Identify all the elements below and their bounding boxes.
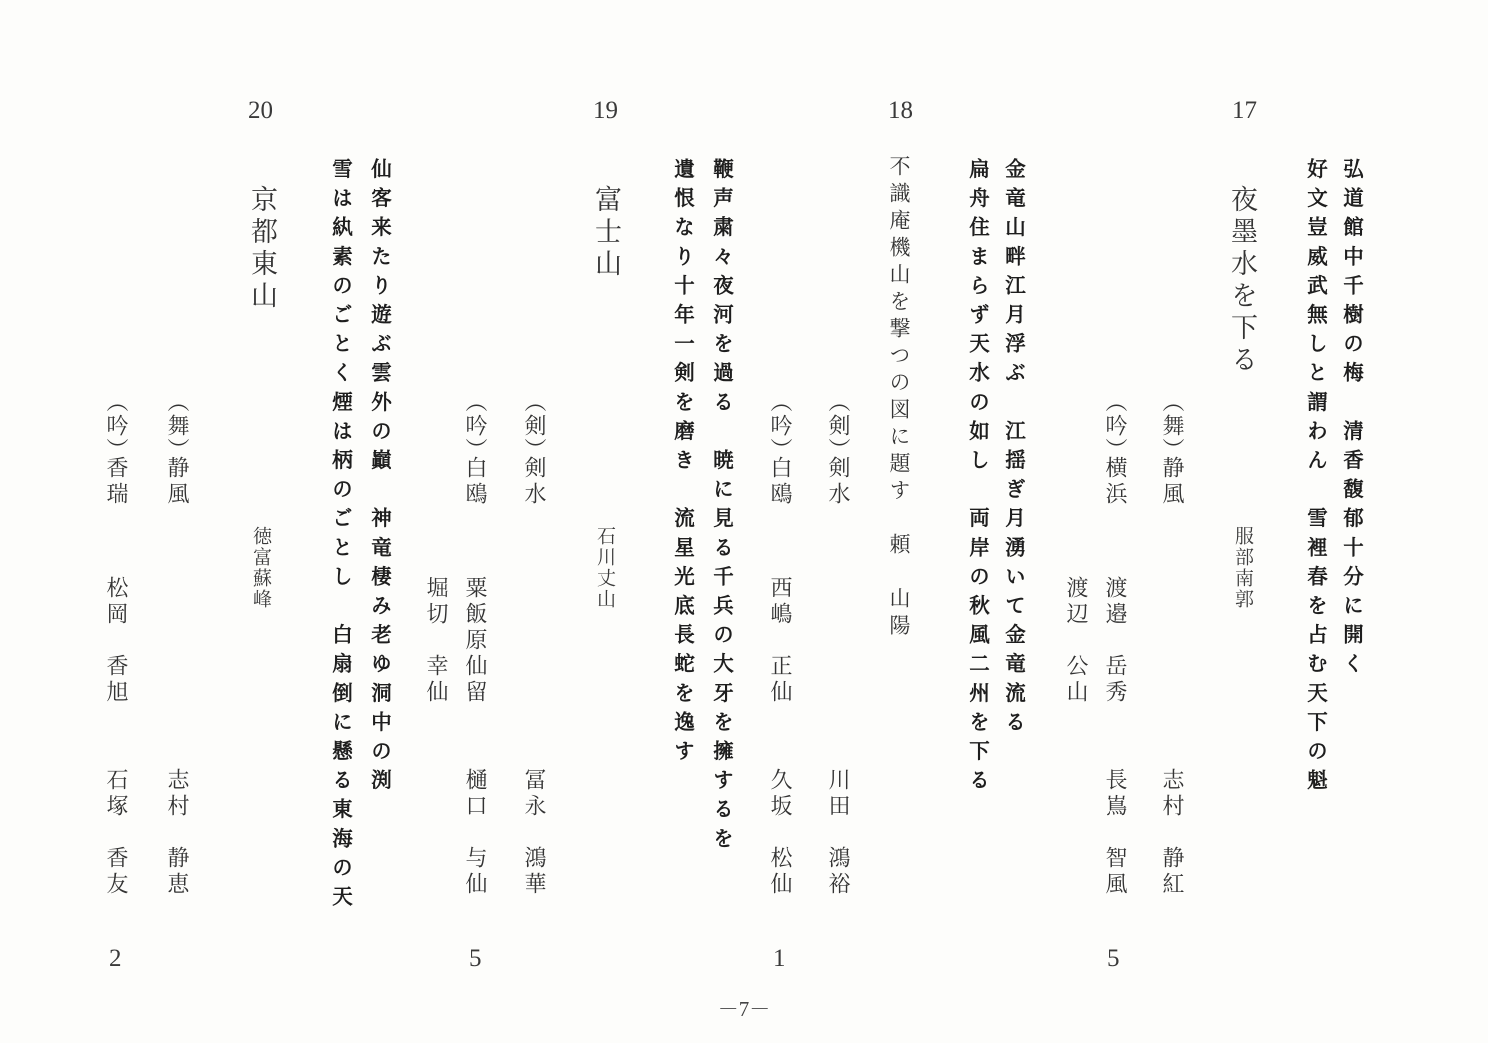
program-20-author: 徳富蘇峰 [250, 526, 272, 610]
program-19-ken-role: （剣） [521, 390, 546, 462]
program-18-ken-performer: 川田 鴻裕 [825, 768, 850, 898]
program-17-gin-performer-2: 長嶌 智風 [1102, 768, 1127, 898]
program-19-ken-performer: 冨永 鴻華 [521, 768, 546, 898]
program-19-gin-role: （吟） [462, 390, 487, 462]
program-17-gin-group: 横浜 [1102, 456, 1127, 508]
program-17-number: 17 [1232, 97, 1257, 124]
program-19-gin-group: 白鴎 [462, 456, 487, 508]
program-17-extra-performer: 渡辺 公山 [1063, 576, 1088, 706]
program-19-author: 石川丈山 [594, 526, 616, 610]
program-18-gin-performer-2: 久坂 松仙 [767, 768, 792, 898]
program-17-author: 服部南郭 [1232, 526, 1254, 610]
program-20-gin-performer-2: 石塚 香友 [103, 768, 128, 898]
program-17-poem-line-2: 好文豈威武無しと謂わん 雪裡春を占む天下の魁 [1303, 158, 1328, 799]
program-20-poem-line-1: 仙客来たり遊ぶ雲外の巓 神竜棲み老ゆ洞中の渕 [367, 158, 392, 799]
program-20-title: 京都東山 [246, 185, 277, 313]
program-19-gin-performer-1: 粟飯原仙留 [462, 576, 487, 706]
program-18-count: 1 [773, 945, 786, 972]
program-18-number: 18 [888, 97, 913, 124]
program-20-gin-performer-1: 松岡 香旭 [103, 576, 128, 706]
program-17-mai-group: 静風 [1159, 456, 1184, 508]
program-17-count: 5 [1107, 945, 1120, 972]
program-17-gin-role: （吟） [1102, 390, 1127, 462]
program-18-gin-group: 白鴎 [767, 456, 792, 508]
program-18-gin-performer-1: 西嶋 正仙 [767, 576, 792, 706]
program-17-gin-performer-1: 渡邉 岳秀 [1102, 576, 1127, 706]
program-18-poem-line-2: 遺恨なり十年一剣を磨き 流星光底長蛇を逸す [670, 158, 695, 770]
program-20-mai-performer: 志村 静恵 [164, 768, 189, 898]
program-17-mai-role: （舞） [1159, 390, 1184, 462]
program-20-count: 2 [109, 945, 122, 972]
program-19-number: 19 [593, 97, 618, 124]
program-20-mai-role: （舞） [164, 390, 189, 462]
program-20-poem-line-2: 雪は紈素のごとく煙は柄のごとし 白扇倒に懸る東海の天 [328, 158, 353, 915]
program-18-gin-role: （吟） [767, 390, 792, 462]
program-18-title: 不識庵機山を撃つの図に題す 頼 山陽 [887, 155, 911, 641]
program-19-gin-performer-2: 樋口 与仙 [462, 768, 487, 898]
program-20-number: 20 [248, 97, 273, 124]
program-19-count: 5 [469, 945, 482, 972]
program-20-mai-group: 静風 [164, 456, 189, 508]
program-18-poem-a-line-2: 扁舟住まらず天水の如し 両岸の秋風二州を下る [965, 158, 990, 799]
program-18-poem-line-1: 鞭声粛々夜河を過る 暁に見る千兵の大牙を擁するを [709, 158, 734, 857]
page-number: －7－ [717, 997, 771, 1021]
program-17-mai-performer: 志村 静紅 [1159, 768, 1184, 898]
program-18-ken-role: （剣） [825, 390, 850, 462]
program-17-poem-line-1: 弘道館中千樹の梅 清香馥郁十分に開く [1339, 158, 1364, 682]
program-19-title: 富士山 [590, 185, 621, 281]
program-17-title: 夜墨水を下る [1226, 185, 1257, 377]
program-19-extra-performer: 堀切 幸仙 [423, 576, 448, 706]
program-18-ken-group: 剣水 [825, 456, 850, 508]
program-19-ken-group: 剣水 [521, 456, 546, 508]
program-20-gin-role: （吟） [103, 390, 128, 462]
program-20-gin-group: 香瑞 [103, 456, 128, 508]
program-18-poem-a-line-1: 金竜山畔江月浮ぶ 江揺ぎ月湧いて金竜流る [1001, 158, 1026, 740]
